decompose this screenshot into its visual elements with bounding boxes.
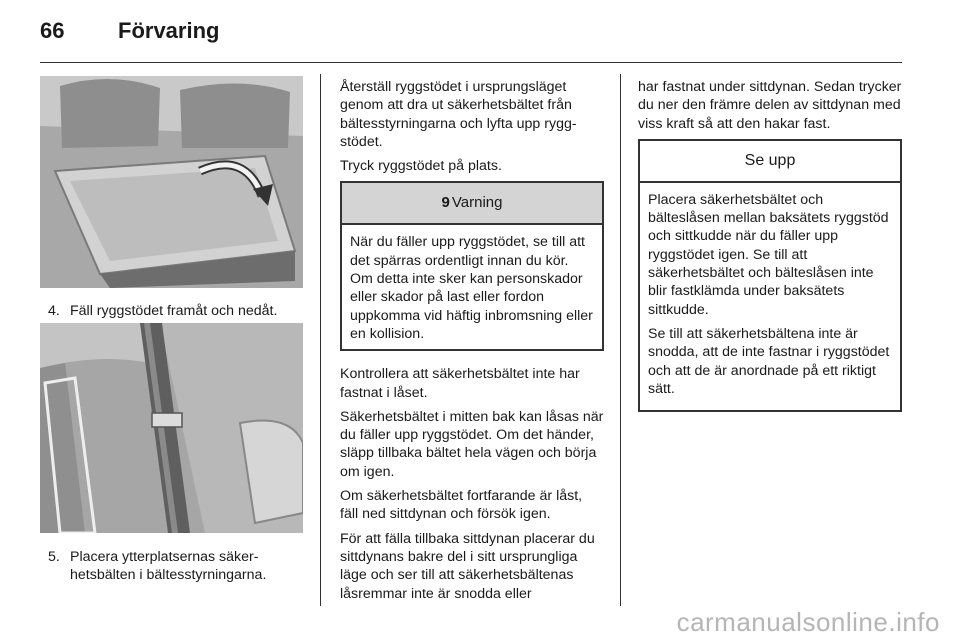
warning-text: När du fäller upp ryggstödet, se till att det spärras ordentligt innan du kör. Om detta inte sker kan personskador eller skador på last eller fordon uppkomma vid häftig inbromsning eller en kollision. <box>350 234 593 342</box>
seatbelt-guide-illustration <box>40 323 303 533</box>
step-5 <box>48 548 266 585</box>
warning-header <box>342 183 602 225</box>
paragraph-center-belt: Säkerhetsbältet i mitten bak kan låsas när du fäller upp ryggstödet. Om det händer, släpp tillbaka bältet hela vägen och börja om igen. <box>340 408 604 480</box>
warning-box <box>340 181 604 351</box>
right-column <box>638 78 902 412</box>
watermark: carmanualsonline.info <box>676 607 940 637</box>
step-5-number: 5. <box>48 549 60 565</box>
paragraph-fold-cushion: För att fälla tillbaka sittdynan placerar du sittdynans bakre del i sitt ursprungliga läge och ser till att säkerhetsbältenas låsremmar inte är snodda eller <box>340 530 595 602</box>
column-divider-right <box>620 74 621 606</box>
header-rule <box>40 62 902 63</box>
caution-text-2: Se till att säkerhetsbältena inte är snodda, att de inte fastnar i ryggstödet och att de är anordnade på ett riktigt sätt. <box>648 325 890 397</box>
step-4-text: Fäll ryggstödet framåt och nedåt. <box>70 303 278 319</box>
page-header <box>40 18 219 48</box>
column-divider-left <box>320 74 321 606</box>
paragraph-check-lock: Kontrollera att säkerhetsbältet inte har fastnat i låset. <box>340 366 580 401</box>
seat-fold-illustration <box>40 76 303 288</box>
paragraph-restore-backrest: Återställ ryggstödet i ursprungsläget genom att dra ut säkerhetsbältet från bältesstyrningarna och lyfta upp ryggstödet. <box>340 79 577 150</box>
step-4 <box>48 302 277 320</box>
paragraph-push-backrest: Tryck ryggstödet på plats. <box>340 158 502 175</box>
caution-header: Se upp <box>640 141 900 183</box>
step-5-text-line2: hetsbälten i bältesstyrningarna. <box>70 567 267 584</box>
warning-icon: 9 <box>441 194 450 212</box>
caution-box <box>638 139 902 412</box>
paragraph-still-locked: Om säkerhetsbältet fortfarande är låst, fäll ned sittdynan och försök igen. <box>340 488 583 523</box>
step-5-text-line1: Placera ytterplatsernas säker- <box>70 549 259 565</box>
page-title: Förvaring <box>118 18 220 43</box>
caution-text-1: Placera säkerhetsbältet och bälteslåsen mellan baksätets ryggstöd och sittkudde när du fäller upp ryggstödet igen. Se till att säkerhetsbältet och bälteslåsen inte blir fastklämda under baksätets sittkudde. <box>648 191 889 318</box>
step-4-number: 4. <box>48 303 60 319</box>
middle-column <box>340 78 604 609</box>
paragraph-press-cushion: har fastnat under sittdynan. Sedan trycker du ner den främre delen av sittdynan med viss kraft så att den hakar fast. <box>638 79 902 132</box>
warning-title: Varning <box>451 194 503 212</box>
page-number: 66 <box>40 18 65 43</box>
